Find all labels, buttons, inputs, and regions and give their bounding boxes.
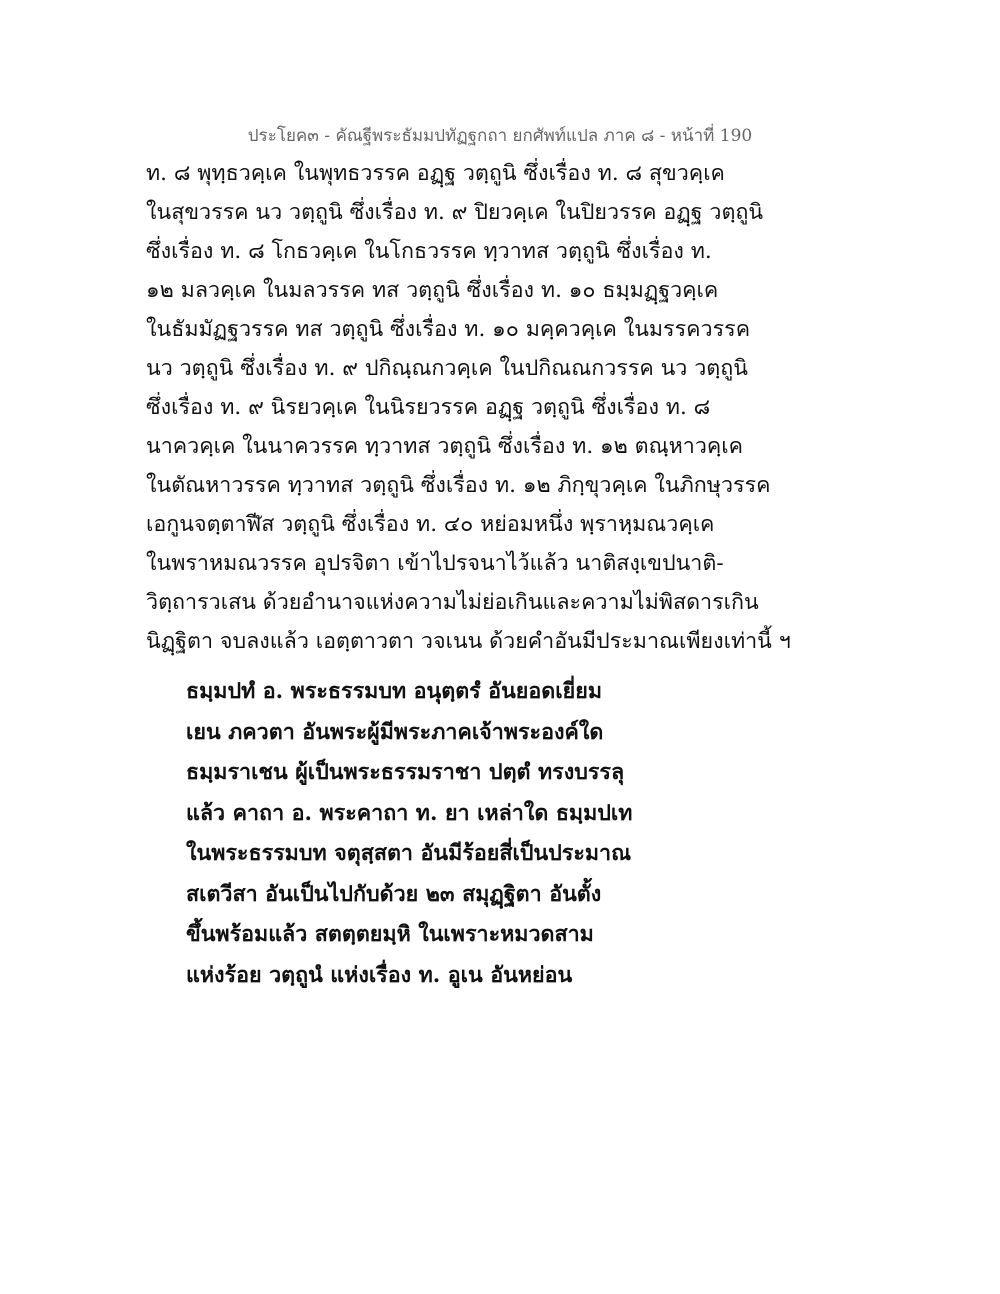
verse-block (186, 676, 866, 1000)
body-line: นิฏฺฐิตา จบลงแล้ว เอตฺตาวตา วจเนน ด้วยคำอันมีประมาณเพียงเท่านี้ ฯ (146, 629, 791, 654)
body-text (146, 158, 866, 665)
body-line: ในสุขวรรค นว วตฺถูนิ ซึ่งเรื่อง ท. ๙ ปิยวคฺเค ในปิยวรรค อฏฺฐ วตฺถูนิ (146, 200, 764, 225)
page-header: ประโยค๓ - คัณฐีพระธัมมปทัฏฐกถา ยกศัพท์แปล ภาค ๘ - หน้าที่ 190 (247, 126, 753, 146)
body-line: เอกูนจตฺตาฬีส วตฺถูนิ ซึ่งเรื่อง ท. ๔๐ หย่อมหนึ่ง พฺราหฺมณวคฺเค (146, 512, 715, 537)
verse-line: ธมฺมปทํ อ. พระธรรมบท อนุตฺตรํ อันยอดเยี่ยม (186, 679, 602, 704)
verse-line: ในพระธรรมบท จตุสฺสตา อันมีร้อยสี่เป็นประมาณ (186, 841, 632, 866)
body-line: ในตัณหาวรรค ทฺวาทส วตฺถูนิ ซึ่งเรื่อง ท. ๑๒ ภิกฺขุวคฺเค ในภิกษุวรรค (146, 473, 771, 498)
body-line: ซึ่งเรื่อง ท. ๙ นิรยวคฺเค ในนิรยวรรค อฏฺฐ วตฺถูนิ ซึ่งเรื่อง ท. ๘ (146, 395, 711, 420)
verse-line: ธมฺมราเชน ผู้เป็นพระธรรมราชา ปตฺตํ ทรงบรรลุ (186, 760, 625, 785)
body-line: นาควคฺเค ในนาควรรค ทฺวาทส วตฺถูนิ ซึ่งเรื่อง ท. ๑๒ ตณฺหาวคฺเค (146, 434, 744, 459)
body-line: ในพราหมณวรรค อุปรจิตา เข้าไปรจนาไว้แล้ว นาติสงฺเขปนาติ- (146, 551, 724, 576)
verse-line: สเตวีสา อันเป็นไปกับด้วย ๒๓ สมุฏฺฐิตา อันตั้ง (186, 881, 602, 907)
body-line: ท. ๘ พุทฺธวคฺเค ในพุทธวรรค อฏฺฐ วตฺถูนิ ซึ่งเรื่อง ท. ๘ สุขวคฺเค (146, 161, 725, 186)
verse-line: แห่งร้อย วตฺถูนํ แห่งเรื่อง ท. อูเน อันหย่อน (186, 962, 573, 988)
body-line: วิตฺถารวเสน ด้วยอำนาจแห่งความไม่ย่อเกินและความไม่พิสดารเกิน (146, 590, 759, 615)
body-line: ในธัมมัฏฐวรรค ทส วตฺถูนิ ซึ่งเรื่อง ท. ๑๐ มคฺควคฺเค ในมรรควรรค (146, 317, 751, 342)
body-line: ซึ่งเรื่อง ท. ๘ โกธวคฺเค ในโกธวรรค ทฺวาทส วตฺถูนิ ซึ่งเรื่อง ท. (146, 239, 712, 264)
verse-line: เยน ภควตา อันพระผู้มีพระภาคเจ้าพระองค์ใด (186, 719, 604, 745)
body-line: นว วตฺถูนิ ซึ่งเรื่อง ท. ๙ ปกิณฺณกวคฺเค ในปกิณณกวรรค นว วตฺถูนิ (146, 356, 748, 381)
body-line: ๑๒ มลวคฺเค ในมลวรรค ทส วตฺถูนิ ซึ่งเรื่อง ท. ๑๐ ธมฺมฏฺฐวคฺเค (146, 278, 719, 303)
verse-line: ขึ้นพร้อมแล้ว สตตฺตยมฺหิ ในเพราะหมวดสาม (186, 922, 594, 947)
verse-line: แล้ว คาถา อ. พระคาถา ท. ยา เหล่าใด ธมฺมปเท (186, 800, 633, 826)
